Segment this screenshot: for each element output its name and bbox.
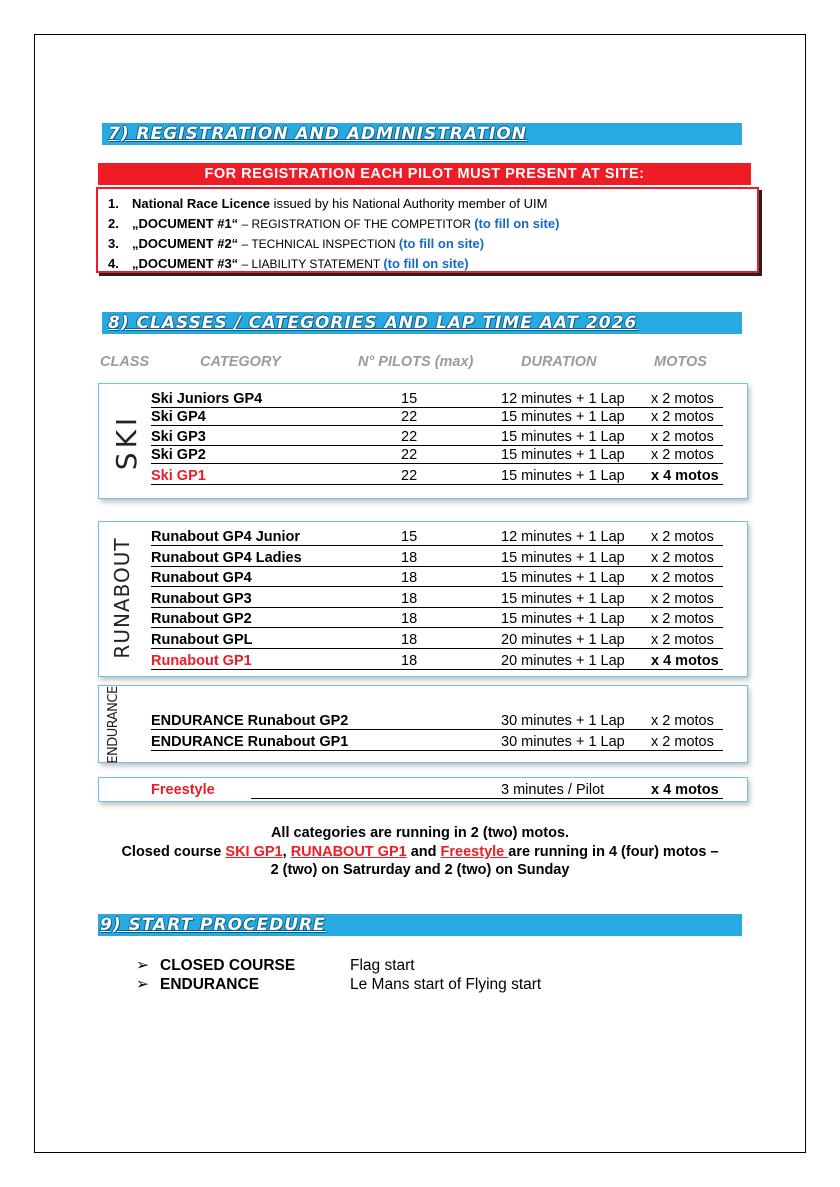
- table-row: Runabout GP4 Ladies 18 15 minutes + 1 Lap x 2 motos: [151, 549, 721, 569]
- table-row: ENDURANCE Runabout GP2 30 minutes + 1 Lap x 2 motos: [151, 712, 721, 732]
- col-class: CLASS: [100, 354, 150, 370]
- group-label-runabout: RUNABOUT: [110, 537, 134, 659]
- col-duration: DURATION: [521, 354, 597, 370]
- notes-line-1: All categories are running in 2 (two) motos.: [270, 825, 570, 841]
- table-row: Runabout GP3 18 15 minutes + 1 Lap x 2 motos: [151, 590, 721, 610]
- section-7-bar: [102, 123, 742, 145]
- col-pilots: N° PILOTS (max): [358, 354, 474, 370]
- table-row: Ski GP1 22 15 minutes + 1 Lap x 4 motos: [151, 467, 721, 487]
- table-row: Runabout GP4 Junior 15 12 minutes + 1 Lap x 2 motos: [151, 528, 721, 548]
- table-row: Ski GP4 22 15 minutes + 1 Lap x 2 motos: [151, 408, 721, 428]
- start-item-endurance: ➢ ENDURANCE Le Mans start of Flying start: [136, 976, 542, 993]
- table-row: Runabout GPL 18 20 minutes + 1 Lap x 2 motos: [151, 631, 721, 651]
- section-8-title: 8) CLASSES / CATEGORIES AND LAP TIME AAT 2026: [108, 313, 638, 333]
- registration-item: 4. „DOCUMENT #3“ – LIABILITY STATEMENT (to fill on site): [108, 256, 469, 271]
- registration-list: [96, 187, 759, 273]
- table-row: Freestyle 3 minutes / Pilot x 4 motos: [151, 781, 721, 801]
- notes-line-2: Closed course SKI GP1, RUNABOUT GP1 and Freestyle are running in 4 (four) motos –: [121, 844, 719, 860]
- section-9-bar: [98, 914, 742, 936]
- table-row: Ski GP2 22 15 minutes + 1 Lap x 2 motos: [151, 446, 721, 466]
- arrow-bullet-icon: ➢: [136, 957, 149, 974]
- registration-item: 1. National Race Licence issued by his National Authority member of UIM: [108, 196, 548, 211]
- col-category: CATEGORY: [200, 354, 281, 370]
- col-motos: MOTOS: [654, 354, 707, 370]
- registration-item: 2. „DOCUMENT #1“ – REGISTRATION OF THE COMPETITOR (to fill on site): [108, 216, 560, 231]
- section-9-title: 9) START PROCEDURE: [100, 915, 326, 935]
- table-row: Runabout GP4 18 15 minutes + 1 Lap x 2 motos: [151, 569, 721, 589]
- section-7-title: 7) REGISTRATION AND ADMINISTRATION: [108, 124, 528, 144]
- arrow-bullet-icon: ➢: [136, 976, 149, 993]
- registration-item: 3. „DOCUMENT #2“ – TECHNICAL INSPECTION (to fill on site): [108, 236, 485, 251]
- group-label-ski: SKI: [110, 413, 143, 471]
- group-label-endurance: ENDURANCE: [106, 686, 121, 764]
- registration-header: FOR REGISTRATION EACH PILOT MUST PRESENT AT SITE:: [98, 163, 751, 185]
- group-runabout: [98, 521, 748, 677]
- table-row: Ski Juniors GP4 15 12 minutes + 1 Lap x 2 motos: [151, 390, 721, 410]
- table-row: ENDURANCE Runabout GP1 30 minutes + 1 Lap x 2 motos: [151, 733, 721, 753]
- group-freestyle: [98, 777, 748, 802]
- table-row: Ski GP3 22 15 minutes + 1 Lap x 2 motos: [151, 428, 721, 448]
- group-ski: [98, 383, 748, 499]
- column-headers: [100, 354, 740, 372]
- table-row: Runabout GP2 18 15 minutes + 1 Lap x 2 motos: [151, 610, 721, 630]
- group-endurance: [98, 685, 748, 763]
- table-row: Runabout GP1 18 20 minutes + 1 Lap x 4 motos: [151, 652, 721, 672]
- section-8-bar: [102, 312, 742, 334]
- notes-line-3: 2 (two) on Satrurday and 2 (two) on Sunday: [270, 862, 570, 878]
- start-item-closed-course: ➢ CLOSED COURSE Flag start: [136, 957, 415, 974]
